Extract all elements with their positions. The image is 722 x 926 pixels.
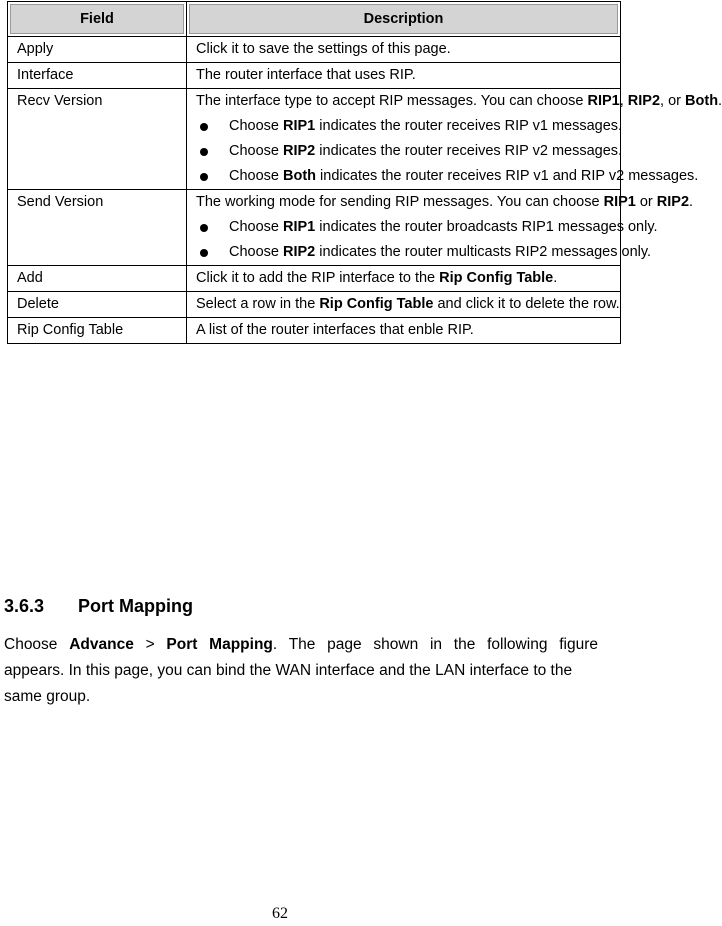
bullet-icon <box>200 173 208 181</box>
bullet-icon <box>200 224 208 232</box>
section-title: Port Mapping <box>78 596 193 616</box>
table-row <box>8 266 621 292</box>
bullet-post: indicates the router broadcasts RIP1 messages only. <box>315 219 658 235</box>
header-description: Description <box>187 2 621 37</box>
add-key: Rip Config Table <box>439 270 554 286</box>
add-pre: Click it to add the RIP interface to the <box>196 270 440 286</box>
delete-pre: Select a row in the <box>196 296 320 312</box>
bullet-pre: Choose <box>229 219 284 235</box>
recv-bullet-list <box>196 114 699 189</box>
table-header-row <box>8 2 621 37</box>
list-item <box>196 164 699 189</box>
recv-end: . <box>718 93 722 109</box>
bullet-key: RIP2 <box>283 244 316 260</box>
add-post: . <box>553 270 558 286</box>
body-paragraph <box>4 632 598 710</box>
bullet-post: indicates the router receives RIP v1 messages. <box>315 118 623 134</box>
desc-send-version <box>187 190 694 266</box>
bullet-pre: Choose <box>229 143 284 159</box>
body-line1-rest: . The page shown in the following figure <box>272 636 598 653</box>
recv-intro: The interface type to accept RIP messages. You can choose <box>196 93 588 109</box>
recv-opt-both: Both <box>685 93 719 109</box>
list-item <box>196 139 623 164</box>
bullet-post: indicates the router multicasts RIP2 messages only. <box>315 244 652 260</box>
bullet-icon <box>200 249 208 257</box>
send-bullet-list <box>196 215 658 265</box>
send-opt-rip1: RIP1 <box>603 194 636 210</box>
send-end: . <box>689 194 694 210</box>
bullet-key: Both <box>283 168 317 184</box>
table-row <box>8 63 621 89</box>
list-item <box>196 215 658 240</box>
bullet-icon <box>200 148 208 156</box>
field-description-table <box>7 1 722 344</box>
body-line-1 <box>4 632 598 658</box>
body-rest: appears. In this page, you can bind the WAN interface and the LAN interface to the same group. <box>4 662 573 705</box>
send-opt-rip2: RIP2 <box>656 194 690 210</box>
desc-recv-version <box>187 89 722 190</box>
field-delete: Delete <box>8 292 187 318</box>
page-number: 62 <box>272 905 288 922</box>
field-interface: Interface <box>8 63 187 89</box>
table-row <box>8 292 621 318</box>
body-arrow: > <box>145 636 155 653</box>
table-row <box>8 190 621 266</box>
table-row <box>8 89 621 190</box>
recv-opt-rip1: RIP1 <box>587 93 620 109</box>
list-item <box>196 114 623 139</box>
bullet-pre: Choose <box>229 118 284 134</box>
field-recv-version: Recv Version <box>8 89 187 190</box>
section-number: 3.6.3 <box>4 596 45 616</box>
body-port-mapping: Port Mapping <box>166 636 273 653</box>
bullet-key: RIP2 <box>283 143 316 159</box>
bullet-post: indicates the router receives RIP v2 messages. <box>315 143 623 159</box>
bullet-pre: Choose <box>229 168 284 184</box>
field-add: Add <box>8 266 187 292</box>
field-rip-config-table: Rip Config Table <box>8 318 187 344</box>
table-row <box>8 37 621 63</box>
field-apply: Apply <box>8 37 187 63</box>
bullet-pre: Choose <box>229 244 284 260</box>
body-advance: Advance <box>69 636 134 653</box>
desc-rip-config-table: A list of the router interfaces that enble RIP. <box>187 318 621 344</box>
delete-post: and click it to delete the row. <box>433 296 620 312</box>
send-sep-1: or <box>635 194 657 210</box>
desc-interface: The router interface that uses RIP. <box>187 63 621 89</box>
bullet-icon <box>200 123 208 131</box>
desc-apply: Click it to save the settings of this page. <box>187 37 621 63</box>
desc-add <box>187 266 621 292</box>
bullet-post: indicates the router receives RIP v1 and RIP v2 messages. <box>316 168 699 184</box>
bullet-key: RIP1 <box>283 118 316 134</box>
recv-opt-rip2: RIP2 <box>627 93 661 109</box>
section-heading <box>4 594 193 618</box>
body-choose: Choose <box>4 636 58 653</box>
table-row <box>8 318 621 344</box>
recv-sep-2: , or <box>660 93 686 109</box>
list-item <box>196 240 652 265</box>
delete-key: Rip Config Table <box>319 296 434 312</box>
recv-sep-1: , <box>619 93 628 109</box>
desc-delete <box>187 292 621 318</box>
header-field: Field <box>8 2 187 37</box>
field-send-version: Send Version <box>8 190 187 266</box>
bullet-key: RIP1 <box>283 219 316 235</box>
send-intro: The working mode for sending RIP messages. You can choose <box>196 194 604 210</box>
